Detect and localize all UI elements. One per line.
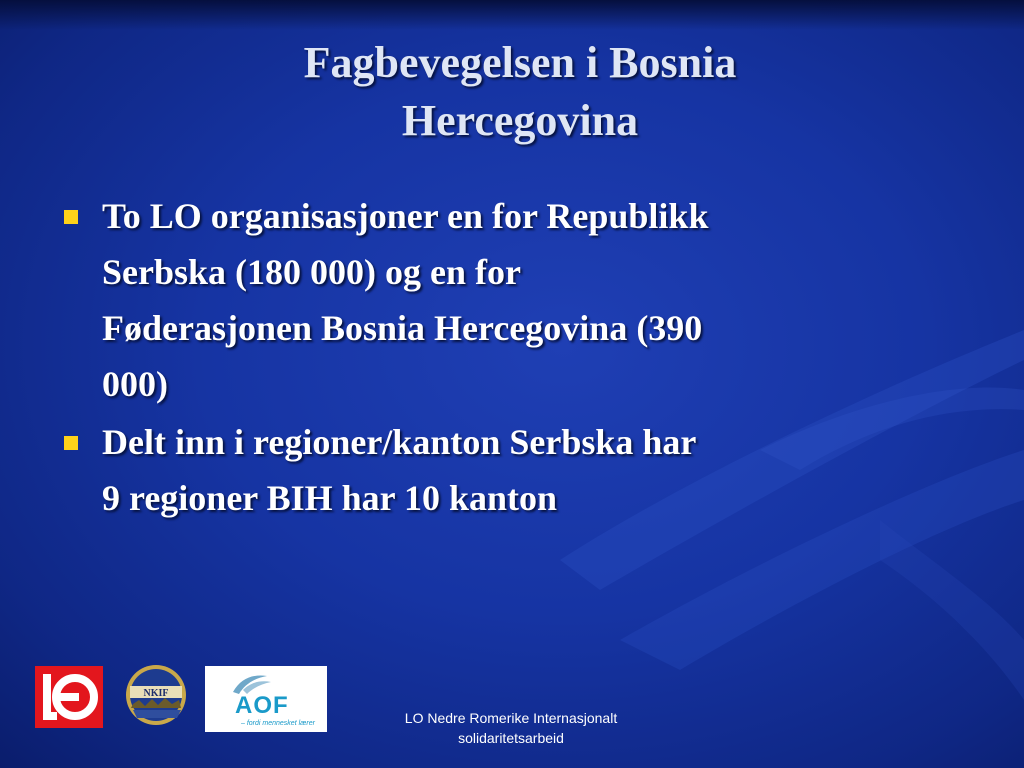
aof-tagline: – fordi mennesket lærer	[241, 720, 315, 727]
square-bullet-icon	[64, 210, 78, 224]
bullet-line: Delt inn i regioner/kanton Serbska har	[102, 422, 697, 462]
bullet-item	[62, 188, 882, 412]
title-line-1: Fagbevegelsen i Bosnia	[303, 38, 737, 87]
square-bullet-icon	[64, 436, 78, 450]
aof-logo	[205, 666, 327, 732]
bullet-line: To LO organisasjoner en for Republikk	[102, 196, 709, 236]
bullet-item	[62, 414, 882, 526]
footer-line-1: LO Nedre Romerike Internasjonalt	[404, 710, 618, 726]
bullet-line: Serbska (180 000) og en for	[102, 252, 521, 292]
bullet-line: 9 regioner BIH har 10 kanton	[102, 478, 558, 518]
bullet-list	[62, 188, 882, 528]
nkif-emblem-icon	[125, 664, 187, 726]
footer-line-2: solidaritetsarbeid	[458, 730, 564, 746]
aof-wordmark: AOF	[235, 692, 289, 719]
slide-title	[150, 34, 890, 150]
bullet-line: 000)	[102, 364, 168, 404]
lo-logo	[35, 666, 103, 728]
lo-logo-mark-icon	[35, 666, 103, 728]
bullet-line: Føderasjonen Bosnia Hercegovina (390	[102, 308, 703, 348]
title-line-2: Hercegovina	[401, 96, 639, 145]
nkif-logo	[125, 664, 187, 726]
nkif-label: NKIF	[143, 688, 169, 699]
footer-text	[360, 708, 662, 748]
